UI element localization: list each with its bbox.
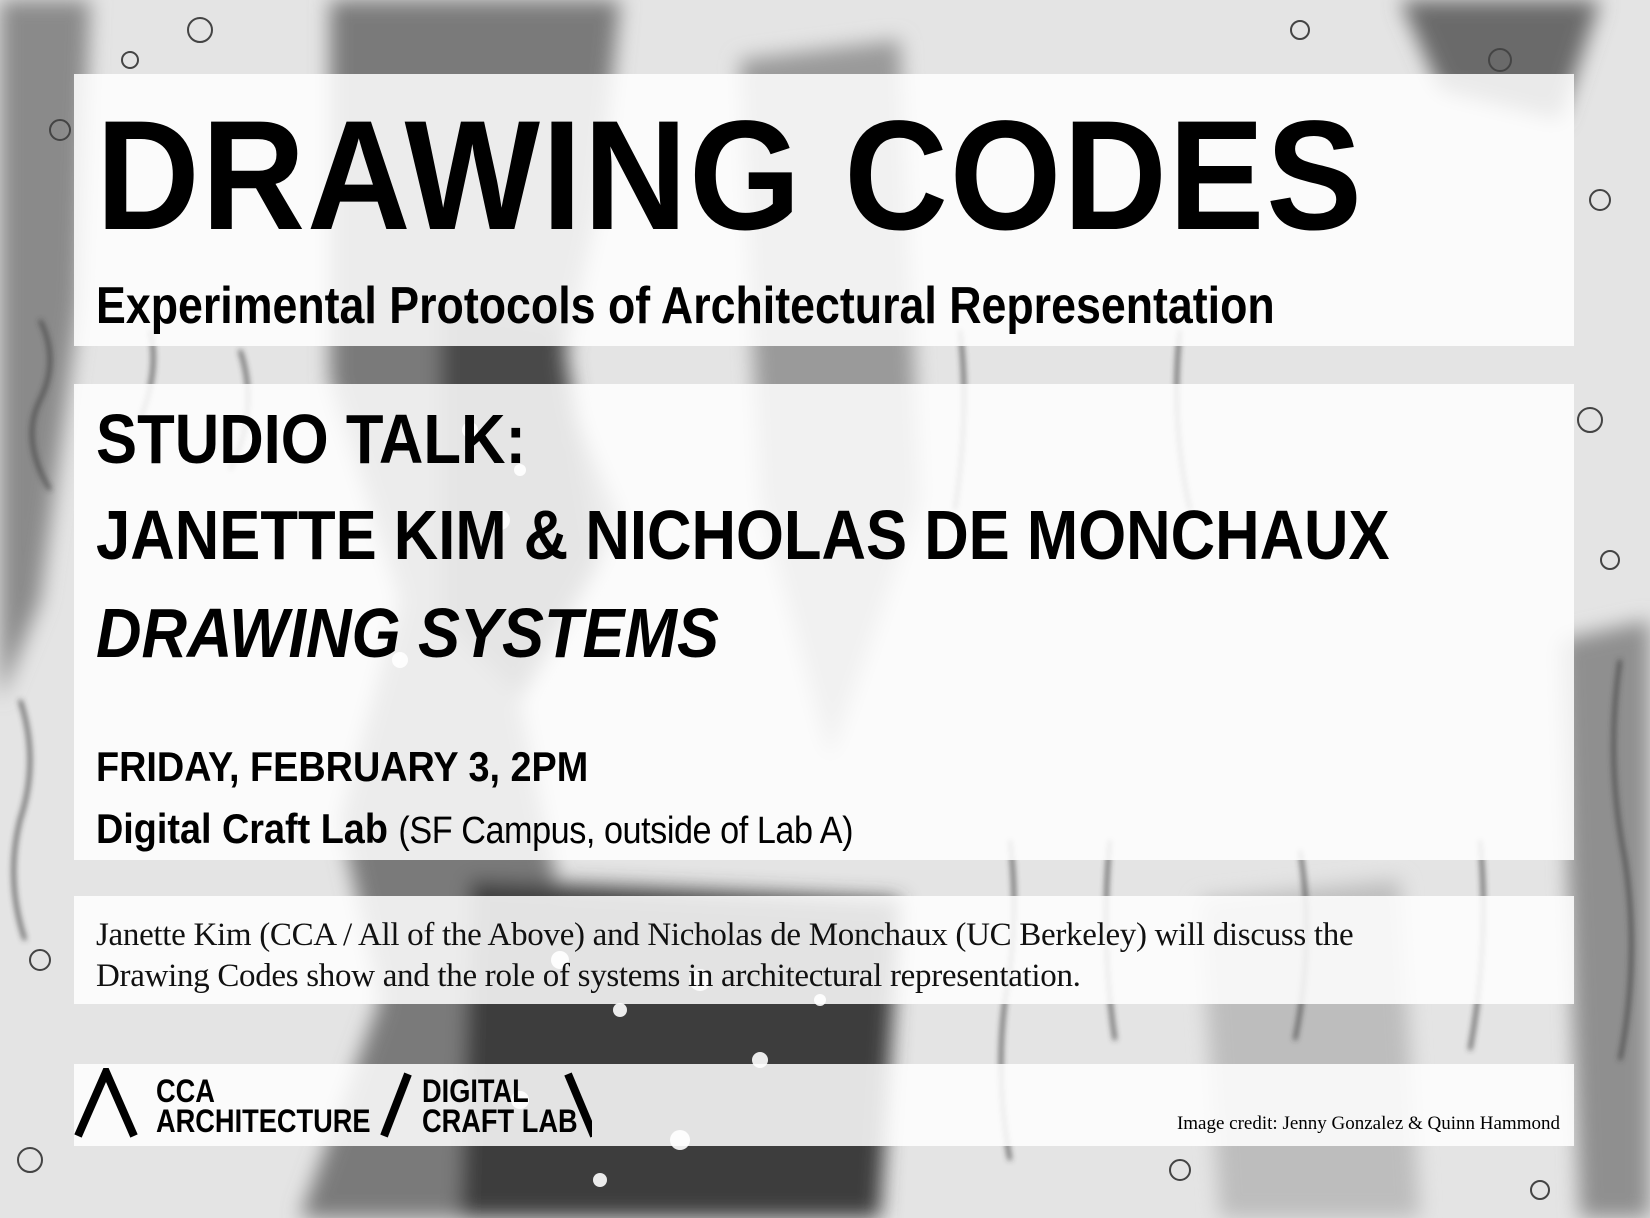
image-credit: Image credit: Jenny Gonzalez & Quinn Hammond	[1176, 1113, 1560, 1134]
logo-cca-line-1: CCA	[156, 1073, 215, 1109]
speaker-names: JANETTE KIM & NICHOLAS DE MONCHAUX	[96, 496, 1390, 574]
logo-lab-line-2: CRAFT LAB	[422, 1103, 578, 1139]
logo-lab-line-1: DIGITAL	[422, 1073, 529, 1109]
talk-title: DRAWING SYSTEMS	[96, 594, 720, 672]
cca-digital-craft-lab-logo	[72, 1068, 592, 1144]
logo-cca	[156, 1073, 371, 1139]
event-venue	[96, 806, 853, 854]
event-type: STUDIO TALK:	[96, 400, 527, 478]
logo-cca-line-2: ARCHITECTURE	[156, 1103, 371, 1139]
venue-detail: (SF Campus, outside of Lab A)	[398, 810, 854, 852]
logo-chevron-left-mark	[78, 1072, 134, 1136]
event-date-time: FRIDAY, FEBRUARY 3, 2PM	[96, 743, 589, 790]
poster-subtitle: Experimental Protocols of Architectural Representation	[96, 277, 1275, 335]
description-line-1: Janette Kim (CCA / All of the Above) and Nicholas de Monchaux (UC Berkeley) will discuss the	[96, 917, 1354, 953]
logo-slash-mark	[384, 1074, 408, 1136]
logo-digital-craft-lab	[422, 1073, 578, 1139]
venue-name: Digital Craft Lab	[96, 805, 388, 852]
event-description	[96, 915, 1576, 997]
poster-title: DRAWING CODES	[96, 89, 1364, 263]
description-line-2: Drawing Codes show and the role of systems in architectural representation.	[96, 958, 1081, 994]
